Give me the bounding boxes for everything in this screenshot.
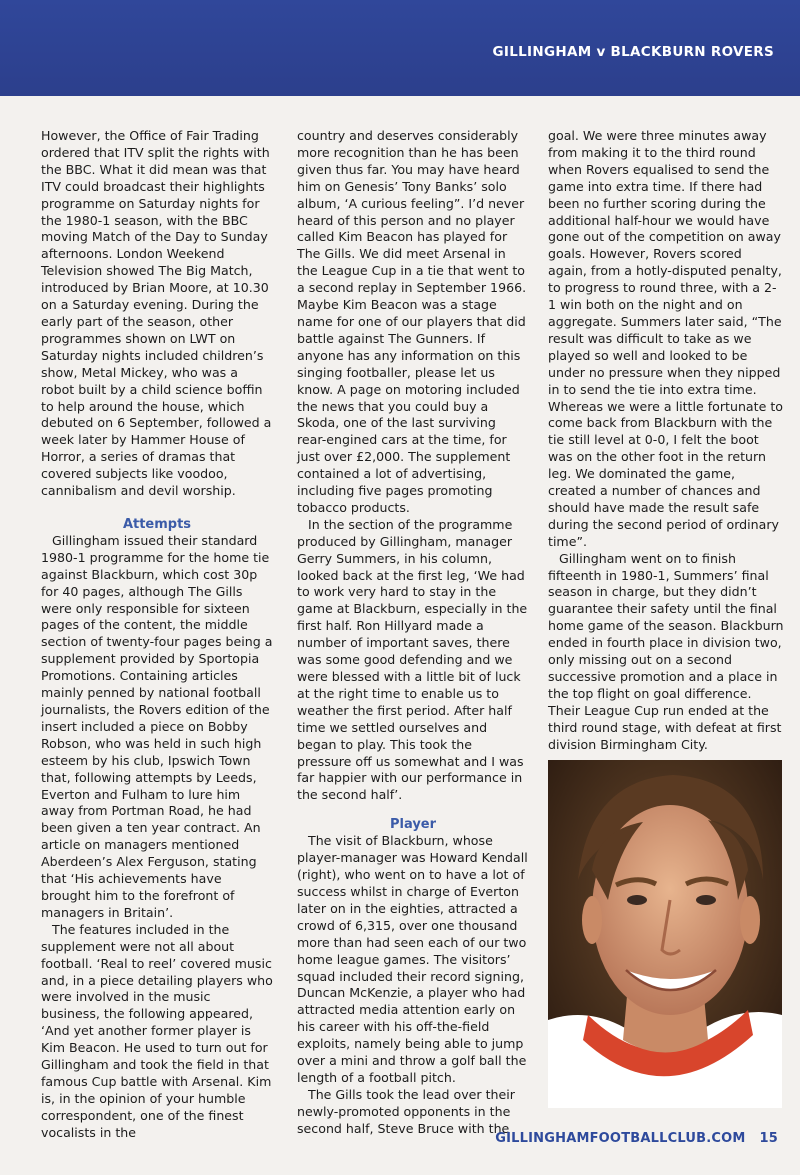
paragraph: In the section of the programme produced by Gillingham, manager Gerry Summers, in his column, looked back at the first leg, ‘We had to work very hard to stay in the game at Blackburn, especially in the first half. Ron Hillyard made a number of important saves, there was some good defending and we were blessed with a little bit of luck at the right time to enable us to weather the first period. After half time we settled ourselves and began to play. This took the pressure off us somewhat and I was far happier with our performance in the second half’. xyxy=(297,516,528,803)
paragraph: country and deserves considerably more recognition than he has been given thus far. You may have heard him on Genesis’ Tony Banks’ solo album, ‘A curious feeling”. I’d never heard of this person and no player called Kim Beacon has played for The Gills. We did meet Arsenal in the League Cup in a tie that went to a second replay in September 1966. Maybe Kim Beacon was a stage name for one of our players that did battle against The Gunners. If anyone has any information on this singing footballer, please let us know. A page on motoring included the news that you could buy a Skoda, one of the last surviving rear-engined cars at the time, for just over £2,000. The supplement contained a lot of advertising, including five pages promoting tobacco products. xyxy=(297,128,527,515)
footer-website[interactable]: GILLINGHAMFOOTBALLCLUB.COM xyxy=(495,1131,746,1146)
section-heading-attempts: Attempts xyxy=(122,516,192,532)
paragraph: goal. We were three minutes away from making it to the third round when Rovers equalised to send the game into extra time. If there had been no further scoring during the additional half-hour we would have gone out of the competition on away goals. However, Rovers scored again, from a hotly-disputed penalty, to progress to round three, with a 2-1 win both on the night and on aggregate. Summers later said, “The result was difficult to take as we played so well and looked to be under no pressure when they nipped in to send the tie into extra time. Whereas we were a little fortunate to come back from Blackburn with the tie still level at 0-0, I felt the boot was on the other foot in the return leg. We dominated the game, created a number of chances and should have made the result safe during the second period of ordinary time”. xyxy=(548,128,783,549)
column-2 xyxy=(297,128,529,1138)
paragraph: Gillingham issued their standard 1980-1 programme for the home tie against Blackburn, which cost 30p for 40 pages, although The Gills were only responsible for sixteen pages of the content, the middle section of twenty-four pages being a supplement provided by Sportopia Promotions. Containing articles mainly penned by national football journalists, the Rovers edition of the insert included a piece on Bobby Robson, who was held in such high esteem by his club, Ipswich Town that, following attempts by Leeds, Everton and Fulham to lure him away from Portman Road, he had been given a ten year contract. An article on managers mentioned Aberdeen’s Alex Ferguson, stating that ‘His achievements have brought him to the forefront of managers in Britain’. xyxy=(41,532,273,920)
howard-kendall-photo xyxy=(548,760,782,1108)
paragraph: Gillingham went on to finish fifteenth in 1980-1, Summers’ final season in charge, but they didn’t guarantee their safety until the final home game of the season. Blackburn ended in fourth place in division two, only missing out on a second successive promotion and a place in the top flight on goal difference. Their League Cup run ended at the third round stage, with defeat at first division Birmingham City. xyxy=(548,550,784,752)
paragraph: The visit of Blackburn, whose player-manager was Howard Kendall (right), who went on to have a lot of success whilst in charge of Everton later on in the eighties, attracted a crowd of 6,315, over one thousand more than had seen each of our two home league games. The visitors’ squad included their record signing, Duncan McKenzie, a player who had attracted media attention early on his career with his off-the-field exploits, namely being able to jump over a mini and throw a golf ball the length of a football pitch. xyxy=(297,833,528,1085)
section-heading-player: Player xyxy=(389,817,437,833)
paragraph: However, the Office of Fair Trading ordered that ITV split the rights with the BBC. What it did mean was that ITV could broadcast their highlights programme on Saturday nights for the 1980-1 season, with the BBC moving Match of the Day to Sunday afternoons. London Weekend Television showed The Big Match, introduced by Brian Moore, at 10.30 on a Saturday evening. During the early part of the season, other programmes shown on LWT on Saturday nights included children’s show, Metal Mickey, who was a robot built by a child science boffin to help around the house, which debuted on 6 September, followed a week later by Hammer House of Horror, a series of dramas that covered subjects like voodoo, cannibalism and devil worship. xyxy=(41,128,272,499)
header-title: GILLINGHAM v BLACKBURN ROVERS xyxy=(492,44,774,60)
paragraph: The features included in the supplement were not all about football. ‘Real to reel’ covered music and, in a piece detailing players who were involved in the music business, the following appeared, ‘And yet another former player is Kim Beacon. He used to turn out for Gillingham and took the field in that famous Cup battle with Arsenal. Kim is, in the opinion of your humble correspondent, one of the finest vocalists in the xyxy=(41,921,273,1140)
portrait-illustration xyxy=(548,760,782,1108)
header-banner xyxy=(0,0,800,96)
column-3 xyxy=(548,128,784,754)
page-number: 15 xyxy=(759,1131,778,1146)
paragraph: The Gills took the lead over their newly-promoted opponents in the second half, Steve Bruce with the xyxy=(297,1086,515,1136)
column-1 xyxy=(41,128,273,1142)
footer xyxy=(495,1131,778,1146)
